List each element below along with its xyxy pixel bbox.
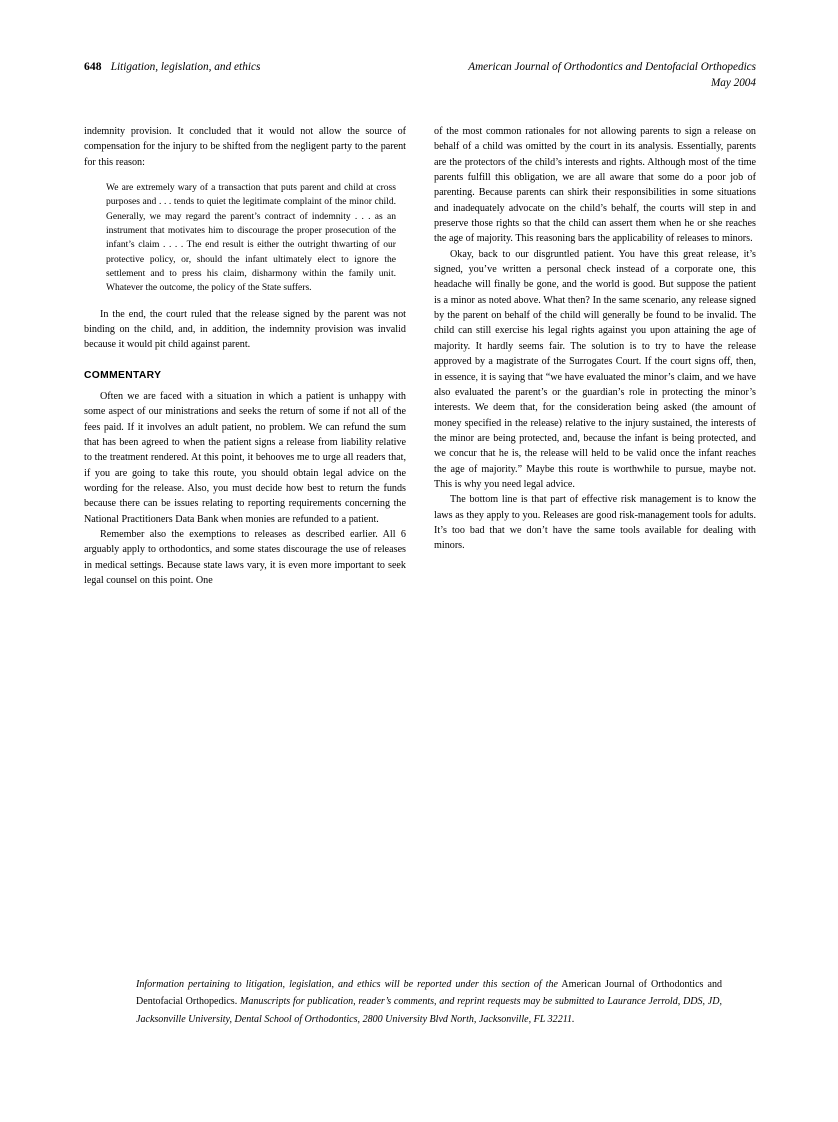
paragraph-continuation: of the most common rationales for not allowing parents to sign a release on behalf of a child was omitted by the court in its analysis. Essentially, parents are the protectors of the child’s interests and rights. Although most of the time parents fulfill this obligation, we are all aware that some do a poor job of parenting. Because parents can shirk their responsibilities in some situations and inadequately advocate on the child’s behalf, the courts will step in and preserve those rights so that the child can assert them when he or she reaches the age of majority. This reasoning bars the applicability of releases to minors. <box>434 126 756 245</box>
journal-title: American Journal of Orthodontics and Dentofacial Orthopedics <box>468 61 756 73</box>
running-head-left <box>84 60 260 74</box>
running-head-right <box>468 60 756 91</box>
column-right <box>434 124 756 554</box>
colophon-lead-italic: Information pertaining to litigation, legislation, and ethics will be reported under this section of the <box>136 979 558 990</box>
issue-date: May 2004 <box>710 76 756 89</box>
paragraph: Remember also the exemptions to releases as described earlier. All 6 arguably apply to orthodontics, and some states discourage the use of releases in medical settings. Because state laws vary, it is even more important to seek legal counsel on this point. One <box>84 528 406 586</box>
paragraph: Okay, back to our disgruntled patient. You have this great release, it’s signed, you’ve written a personal check instead of a corporate one, this headache will finally be gone, and the world is good. But suppose the patient is a minor as noted above. What then? In the same scenario, any release signed by the parent on behalf of the child will generally be found to be invalid. The child can still exercise his legal rights against you upon attaining the age of majority. It hardly seems fair. The solution is to try to have the release approved by a magistrate of the Surrogates Court. If the court signs off, then, in essence, it is saying that “we have evaluated the minor’s claim, and we have also evaluated the parent’s or the guardian’s role in protecting the minor’s interests. We deem that, for the consideration being asked (the amount of money specified in the release) relative to the injury sustained, the interests of the minor are being protected, and, because the infant is being protected, and we concur that he is, the release will held to be valid once the infant reaches the age of majority.” Maybe this route is worthwhile to pursue, maybe not. This is why you need legal advice. <box>434 248 756 490</box>
block-quotation <box>106 181 396 296</box>
column-left <box>84 124 406 588</box>
paragraph-continuation: indemnity provision. It concluded that it would not allow the source of compensation for the injury to be shifted from the negligent party to the parent for this reason: <box>84 126 406 168</box>
colophon-note <box>136 976 722 1028</box>
colophon-journal-roman: American Journal of Orthodontics and Dentofacial Orthopedics. <box>136 979 722 1008</box>
paragraph: The bottom line is that part of effective risk management is to know the laws as they apply to you. Releases are good risk-management tools for adults. It’s too bad that we don’t have the same tools available for dealing with minors. <box>434 494 756 552</box>
colophon-submission-italic: Manuscripts for publication, reader’s comments, and reprint requests may be submitted to Laurance Jerrold, DDS, JD, Jacksonville University, Dental School of Orthodontics, 2800 University Blvd North, Jacksonville, FL 32211. <box>136 996 722 1025</box>
paragraph: Often we are faced with a situation in which a patient is unhappy with some aspect of our ministrations and seeks the return of some if not all of the fees paid. If it involves an adult patient, no problem. We can refund the sum that has been agreed to when the patient signs a release from liability relative to the treatment rendered. At this point, it behooves me to urge all readers that, if you are going to take this route, you should obtain legal advice on the wording for the release. Also, you must decide how best to return the funds because there can be issues relating to reporting requirements concerning the National Practitioners Data Bank when monies are refunded to a patient. <box>84 390 406 525</box>
block-quotation-text: We are extremely wary of a transaction that puts parent and child at cross purposes and . . . tends to quiet the legitimate complaint of the minor child. Generally, we may regard the parent’s contract of indemnity . . . as an instrument that motivates him to discourage the proper prosecution of the infant’s claim . . . . The end result is either the outright thwarting of our protective policy, or, should the infant ultimately elect to ignore the settlement and to press his claim, disharmony within the family unit. Whatever the outcome, the policy of the State suffers. <box>106 182 396 294</box>
running-head-section-title: Litigation, legislation, and ethics <box>110 61 261 73</box>
section-heading-commentary: COMMENTARY <box>84 369 162 381</box>
paragraph: In the end, the court ruled that the release signed by the parent was not binding on the child, and, in addition, the indemnity provision was invalid because it would pit child against parent. <box>84 308 406 351</box>
running-head <box>84 60 756 94</box>
page-number: 648 <box>84 60 102 73</box>
